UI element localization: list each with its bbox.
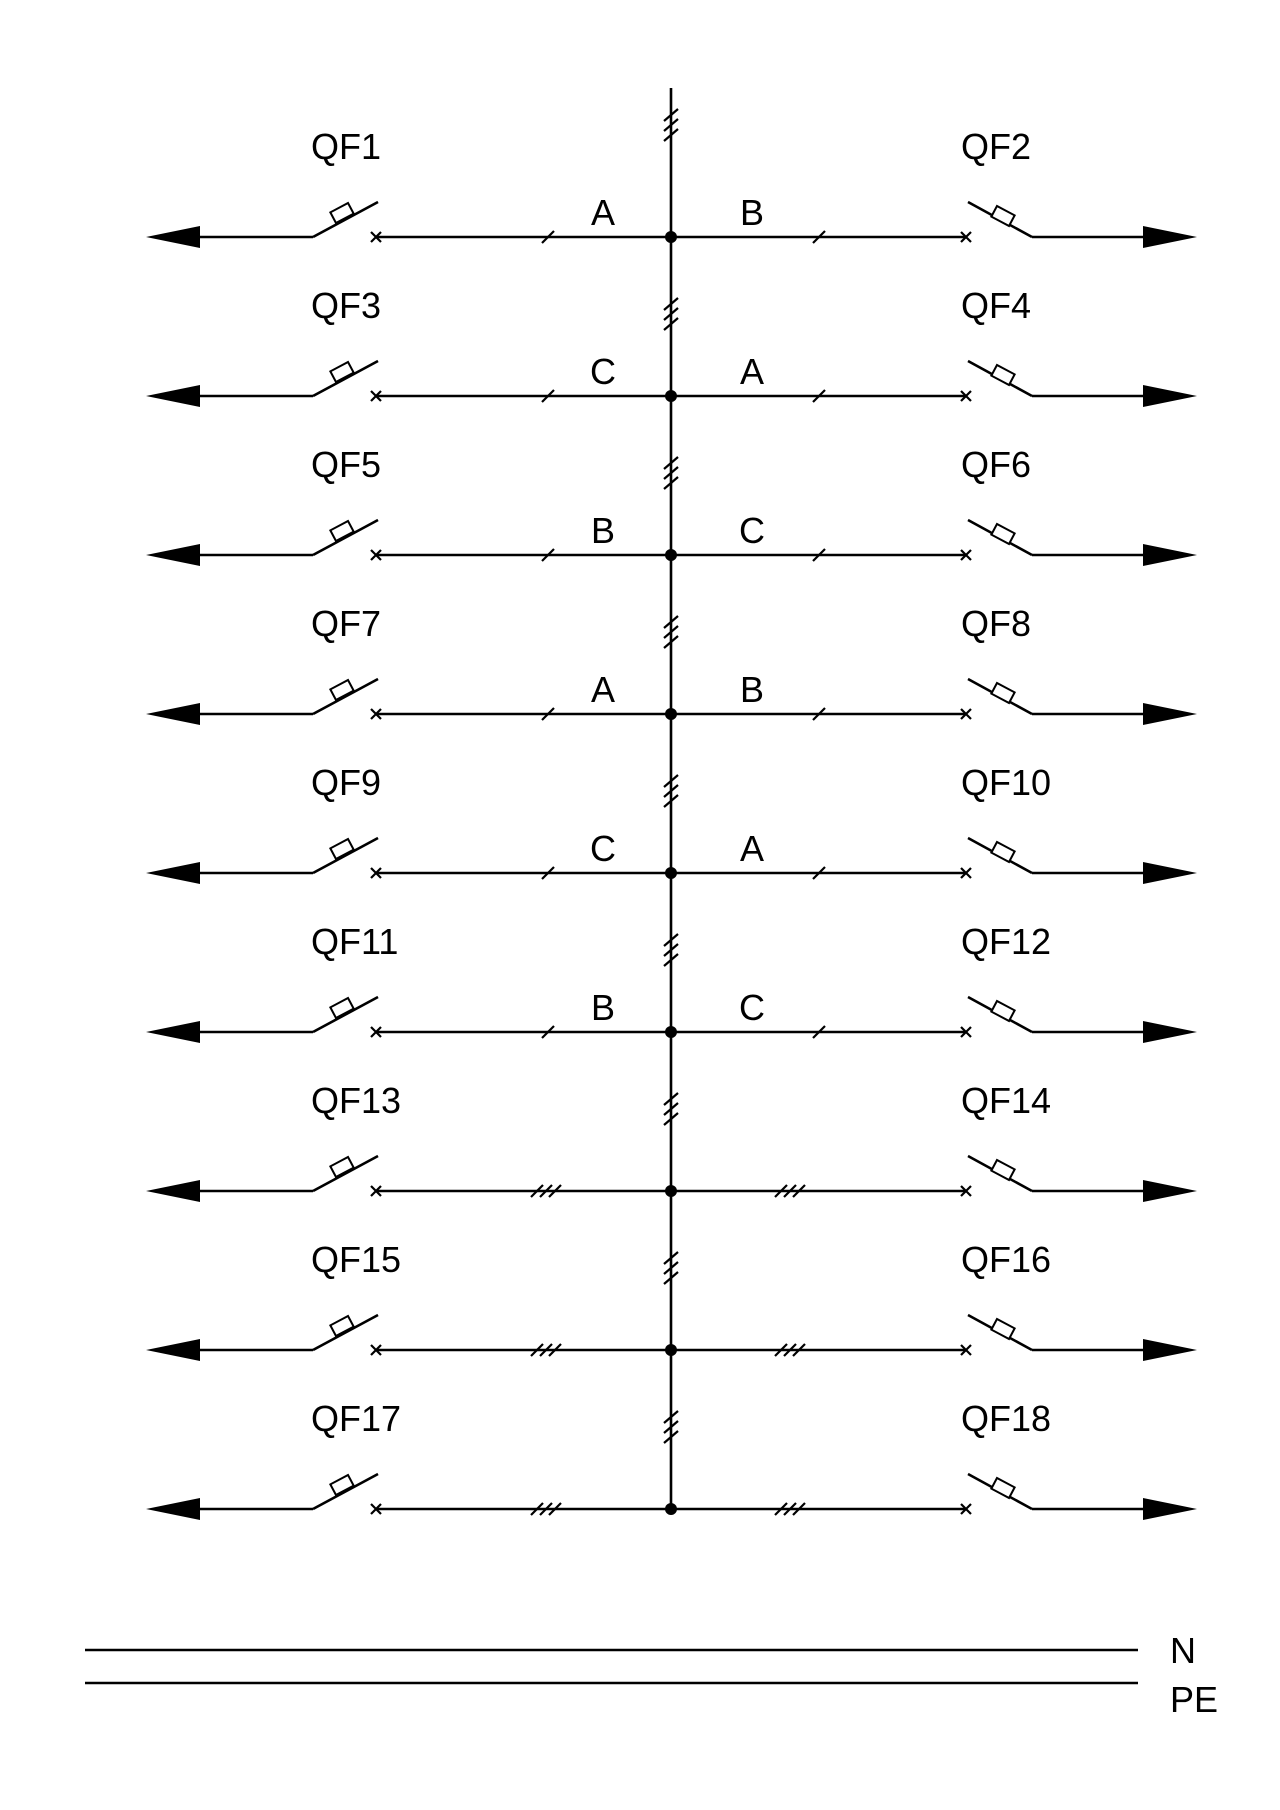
right-breaker-trip-icon	[991, 206, 1014, 226]
right-breaker-label: QF14	[961, 1080, 1052, 1121]
right-breaker-trip-icon	[991, 1160, 1014, 1180]
junction-dot	[665, 708, 677, 720]
junction-dot	[665, 1026, 677, 1038]
left-feeder-arrow-icon	[146, 1339, 200, 1361]
right-feeder-arrow-icon	[1143, 1180, 1197, 1202]
right-feeder-arrow-icon	[1143, 703, 1197, 725]
left-feeder-arrow-icon	[146, 226, 200, 248]
left-feeder-arrow-icon	[146, 544, 200, 566]
left-phase-label: C	[590, 351, 616, 392]
left-breaker-label: QF1	[311, 126, 382, 167]
junction-dot	[665, 867, 677, 879]
left-feeder-arrow-icon	[146, 1180, 200, 1202]
right-breaker-label: QF12	[961, 921, 1052, 962]
junction-dot	[665, 231, 677, 243]
right-breaker-label: QF10	[961, 762, 1052, 803]
right-breaker-trip-icon	[991, 1319, 1014, 1339]
right-phase-label: C	[739, 510, 765, 551]
left-breaker-label: QF13	[311, 1080, 402, 1121]
left-feeder-arrow-icon	[146, 862, 200, 884]
right-phase-label: A	[739, 351, 765, 392]
left-breaker-trip-icon	[330, 1475, 353, 1495]
right-breaker-label: QF4	[961, 285, 1032, 326]
right-phase-label: A	[739, 828, 765, 869]
right-breaker-trip-icon	[991, 1001, 1014, 1021]
right-feeder-arrow-icon	[1143, 1021, 1197, 1043]
right-breaker-label: QF16	[961, 1239, 1052, 1280]
left-breaker-trip-icon	[330, 998, 353, 1018]
left-breaker-label: QF7	[311, 603, 382, 644]
busbar-label-pe: PE	[1170, 1679, 1219, 1720]
right-phase-label: B	[739, 669, 765, 710]
junction-dot	[665, 390, 677, 402]
right-breaker-trip-icon	[991, 524, 1014, 544]
right-breaker-trip-icon	[991, 1478, 1014, 1498]
left-breaker-trip-icon	[330, 1316, 353, 1336]
left-breaker-label: QF11	[311, 921, 399, 962]
right-breaker-label: QF6	[961, 444, 1032, 485]
right-breaker-trip-icon	[991, 365, 1014, 385]
left-feeder-arrow-icon	[146, 703, 200, 725]
left-breaker-label: QF17	[311, 1398, 402, 1439]
right-breaker-label: QF2	[961, 126, 1032, 167]
right-breaker-label: QF18	[961, 1398, 1052, 1439]
busbar-label-n: N	[1170, 1630, 1196, 1671]
busbars	[85, 1630, 1218, 1720]
right-breaker-trip-icon	[991, 683, 1014, 703]
left-breaker-label: QF9	[311, 762, 382, 803]
right-feeder-arrow-icon	[1143, 226, 1197, 248]
junction-dot	[665, 1185, 677, 1197]
left-feeder-arrow-icon	[146, 1498, 200, 1520]
left-breaker-trip-icon	[330, 839, 353, 859]
right-feeder-arrow-icon	[1143, 1498, 1197, 1520]
right-feeder-arrow-icon	[1143, 862, 1197, 884]
right-phase-label: C	[739, 987, 765, 1028]
left-feeder-arrow-icon	[146, 1021, 200, 1043]
left-breaker-label: QF15	[311, 1239, 402, 1280]
right-feeder-arrow-icon	[1143, 544, 1197, 566]
left-phase-label: B	[590, 987, 616, 1028]
left-phase-label: C	[590, 828, 616, 869]
left-breaker-trip-icon	[330, 362, 353, 382]
left-breaker-label: QF3	[311, 285, 382, 326]
left-breaker-trip-icon	[330, 521, 353, 541]
right-feeder-arrow-icon	[1143, 1339, 1197, 1361]
right-breaker-trip-icon	[991, 842, 1014, 862]
left-feeder-arrow-icon	[146, 385, 200, 407]
right-feeder-arrow-icon	[1143, 385, 1197, 407]
junction-dot	[665, 1344, 677, 1356]
junction-dot	[665, 549, 677, 561]
left-breaker-label: QF5	[311, 444, 382, 485]
left-breaker-trip-icon	[330, 1157, 353, 1177]
right-phase-label: B	[739, 192, 765, 233]
left-phase-label: B	[590, 510, 616, 551]
left-phase-label: A	[590, 192, 616, 233]
left-breaker-trip-icon	[330, 203, 353, 223]
junction-dot	[665, 1503, 677, 1515]
left-breaker-trip-icon	[330, 680, 353, 700]
right-breaker-label: QF8	[961, 603, 1032, 644]
left-phase-label: A	[590, 669, 616, 710]
